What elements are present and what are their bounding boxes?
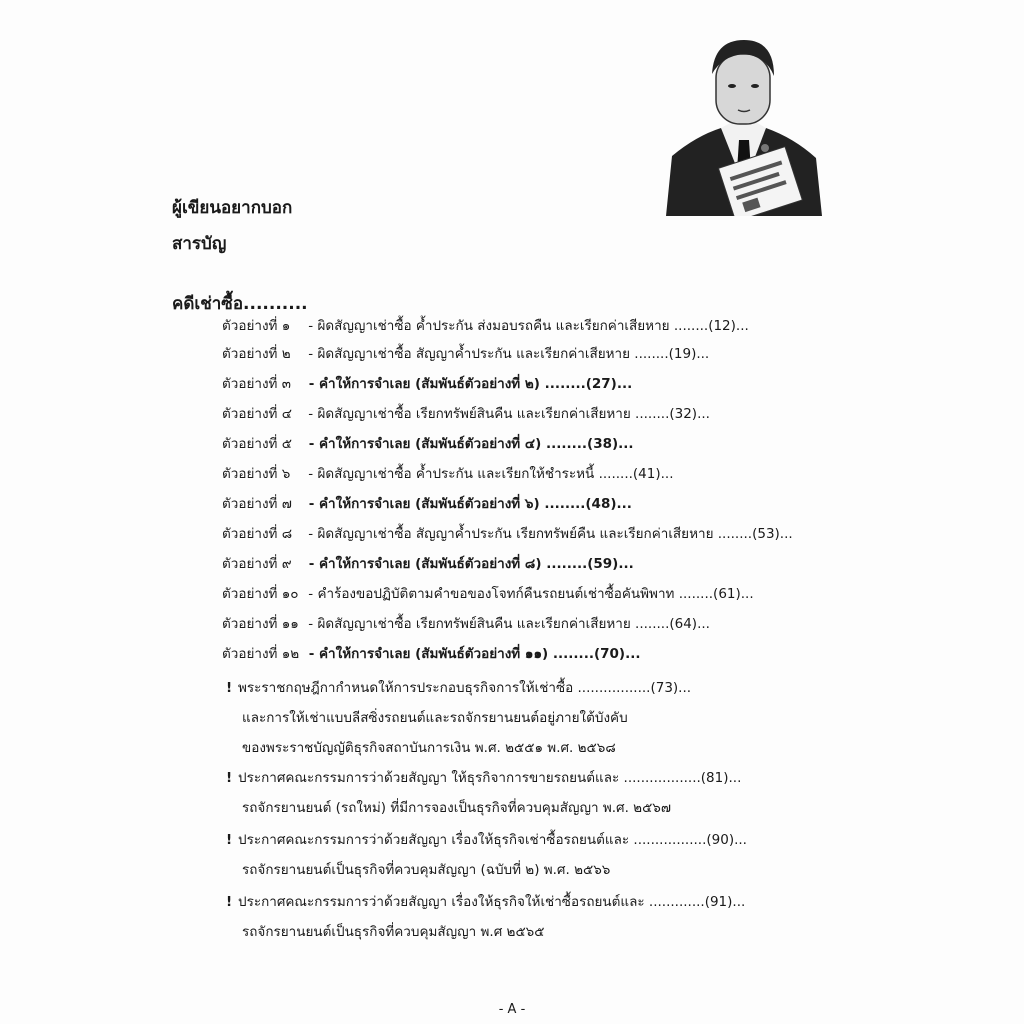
entry-number: ๕ [281, 436, 292, 452]
toc-entry[interactable] [222, 494, 632, 514]
entry-number: ๙ [281, 556, 292, 572]
toc-entry[interactable] [222, 316, 749, 336]
entry-text: - คำร้องขอปฏิบัติตามคำขอของโจทก์คืนรถยนต์เช่าซื้อคันพิพาท ........(61)... [304, 586, 754, 602]
toc-entry[interactable] [222, 524, 793, 544]
entry-label: ตัวอย่างที่ [222, 616, 278, 632]
entry-label: ตัวอย่างที่ [222, 496, 278, 512]
entry-text: - คำให้การจำเลย (สัมพันธ์ตัวอย่างที่ ๖) ........(48)... [304, 496, 632, 512]
entry-number: ๑๒ [281, 646, 300, 662]
entry-text: - ผิดสัญญาเช่าซื้อ ค้ำประกัน ส่งมอบรถคืน และเรียกค่าเสียหาย ........(12)... [304, 318, 749, 334]
section-title-hire-purchase: คดีเช่าซื้อ.......... [172, 294, 308, 314]
entry-label: ตัวอย่างที่ [222, 376, 278, 392]
toc-entry[interactable] [222, 554, 634, 574]
entry-label: ตัวอย่างที่ [222, 526, 278, 542]
heading-contents: สารบัญ [172, 234, 227, 254]
toc-entry[interactable] [222, 344, 709, 364]
entry-number: ๔ [281, 406, 292, 422]
entry-label: ตัวอย่างที่ [222, 436, 278, 452]
toc-entry[interactable] [222, 374, 632, 394]
toc-entry[interactable] [222, 464, 674, 484]
toc-entry[interactable] [222, 644, 640, 664]
entry-text: - คำให้การจำเลย (สัมพันธ์ตัวอย่างที่ ๑๑) ........(70)... [304, 646, 641, 662]
entry-number: ๑๐ [281, 586, 299, 602]
entry-text: - ผิดสัญญาเช่าซื้อ สัญญาค้ำประกัน เรียกทรัพย์คืน และเรียกค่าเสียหาย ........(53)... [304, 526, 793, 542]
entry-label: ตัวอย่างที่ [222, 406, 278, 422]
toc-entry[interactable] [222, 404, 710, 424]
toc-entry[interactable] [222, 614, 710, 634]
entry-text: - ผิดสัญญาเช่าซื้อ เรียกทรัพย์สินคืน และเรียกค่าเสียหาย ........(64)... [304, 616, 710, 632]
entry-number: ๗ [281, 496, 292, 512]
entry-text: - ผิดสัญญาเช่าซื้อ เรียกทรัพย์สินคืน และเรียกค่าเสียหาย ........(32)... [304, 406, 710, 422]
exclamation-bullet-icon: ! [226, 832, 233, 848]
law-entry-continuation: รถจักรยานยนต์ (รถใหม่) ที่มีการจองเป็นธุรกิจที่ควบคุมสัญญา พ.ศ. ๒๕๖๗ [242, 800, 672, 816]
law-entry[interactable] [226, 678, 691, 698]
entry-text: - คำให้การจำเลย (สัมพันธ์ตัวอย่างที่ ๘) ........(59)... [304, 556, 634, 572]
law-entry-continuation: และการให้เช่าแบบลีสซิ่งรถยนต์และรถจักรยานยนต์อยู่ภายใต้บังคับ [242, 710, 628, 726]
exclamation-bullet-icon: ! [226, 894, 233, 910]
entry-label: ตัวอย่างที่ [222, 346, 278, 362]
toc-entry[interactable] [222, 584, 754, 604]
entry-text: - ผิดสัญญาเช่าซื้อ ค้ำประกัน และเรียกให้ชำระหนี้ ........(41)... [304, 466, 674, 482]
entry-label: ตัวอย่างที่ [222, 556, 278, 572]
entry-number: ๒ [281, 346, 291, 362]
page-number: - A - [498, 1002, 526, 1017]
entry-label: ตัวอย่างที่ [222, 586, 278, 602]
law-entry[interactable] [226, 830, 747, 850]
law-line: พระราชกฤษฎีกากำหนดให้การประกอบธุรกิจการให้เช่าซื้อ .................(73)... [238, 680, 692, 696]
exclamation-bullet-icon: ! [226, 680, 233, 696]
entry-number: ๑๑ [281, 616, 299, 632]
entry-text: - ผิดสัญญาเช่าซื้อ สัญญาค้ำประกัน และเรียกค่าเสียหาย ........(19)... [304, 346, 710, 362]
law-entry-continuation: ของพระราชบัญญัติธุรกิจสถาบันการเงิน พ.ศ. ๒๕๕๑ พ.ศ. ๒๕๖๘ [242, 740, 616, 756]
law-entry[interactable] [226, 892, 745, 912]
law-entry-continuation: รถจักรยานยนต์เป็นธุรกิจที่ควบคุมสัญญา (ฉบับที่ ๒) พ.ศ. ๒๕๖๖ [242, 862, 611, 878]
law-entry[interactable] [226, 768, 741, 788]
entry-number: ๑ [281, 318, 291, 334]
law-line: ประกาศคณะกรรมการว่าด้วยสัญญา เรื่องให้ธุรกิจให้เช่าซื้อรถยนต์และ .............(91)... [238, 894, 746, 910]
entry-label: ตัวอย่างที่ [222, 466, 278, 482]
author-portrait-illustration [666, 36, 822, 216]
law-line: ประกาศคณะกรรมการว่าด้วยสัญญา เรื่องให้ธุรกิจเช่าซื้อรถยนต์และ .................(90)... [238, 832, 747, 848]
entry-number: ๖ [281, 466, 291, 482]
entry-label: ตัวอย่างที่ [222, 318, 278, 334]
entry-label: ตัวอย่างที่ [222, 646, 278, 662]
toc-entry[interactable] [222, 434, 634, 454]
heading-author-note: ผู้เขียนอยากบอก [172, 198, 293, 218]
law-entry-continuation: รถจักรยานยนต์เป็นธุรกิจที่ควบคุมสัญญา พ.ศ ๒๕๖๕ [242, 924, 545, 940]
entry-number: ๓ [281, 376, 291, 392]
entry-text: - คำให้การจำเลย (สัมพันธ์ตัวอย่างที่ ๔) ........(38)... [304, 436, 634, 452]
entry-number: ๘ [281, 526, 293, 542]
entry-text: - คำให้การจำเลย (สัมพันธ์ตัวอย่างที่ ๒) ........(27)... [304, 376, 633, 392]
law-line: ประกาศคณะกรรมการว่าด้วยสัญญา ให้ธุรกิจาการขายรถยนต์และ ..................(81)... [238, 770, 742, 786]
exclamation-bullet-icon: ! [226, 770, 233, 786]
